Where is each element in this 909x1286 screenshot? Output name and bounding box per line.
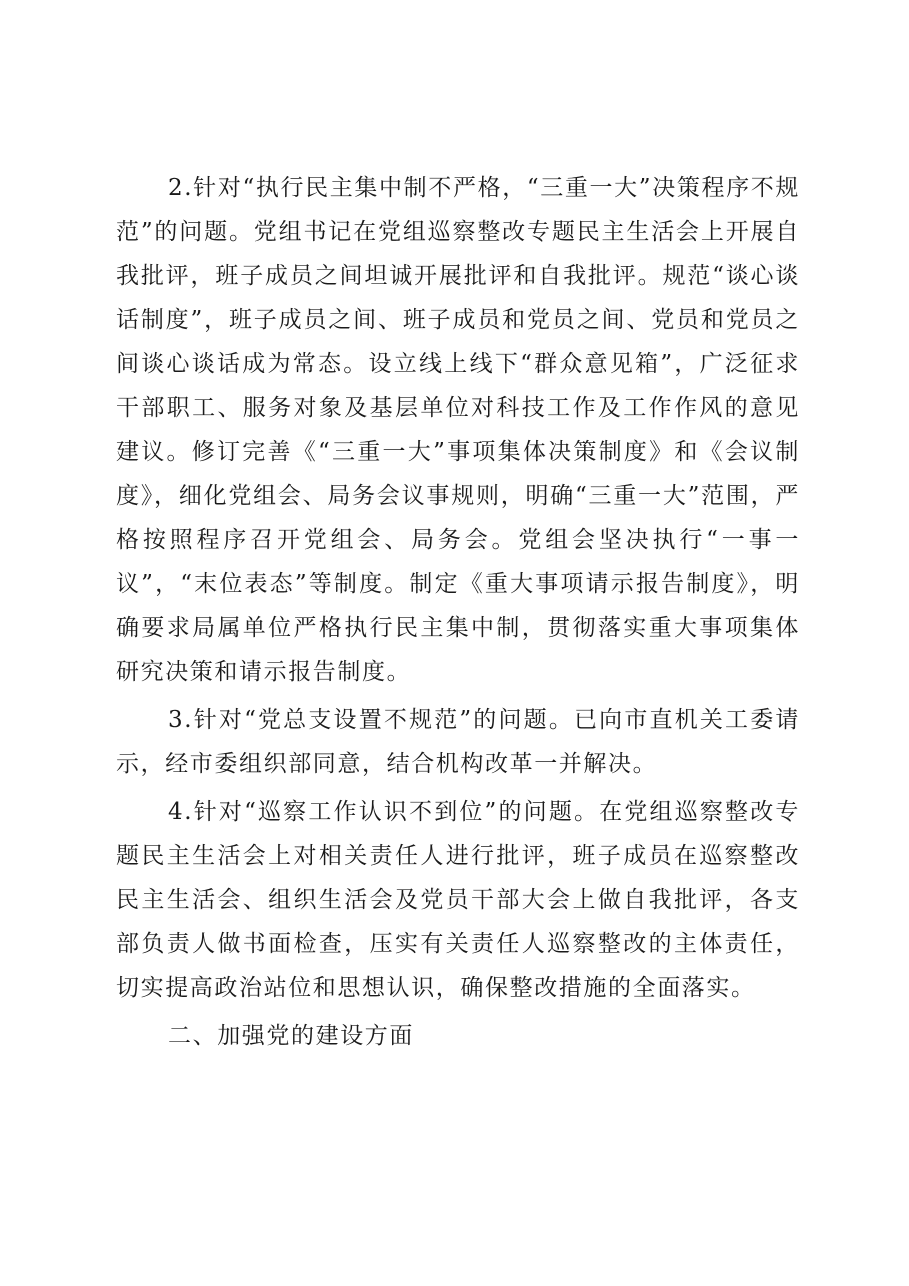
paragraph-item-4: 4.针对“巡察工作认识不到位”的问题。在党组巡察整改专题民主生活会上对相关责任人进行批评，班子成员在巡察整改民主生活会、组织生活会及党员干部大会上做自我批评，各支部负责人做书面检查，压实有关责任人巡察整改的主体责任，切实提高政治站位和思想认识，确保整改措施的全面落实。 — [116, 799, 800, 1001]
paragraph-item-2: 2.针对“执行民主集中制不严格，“三重一大”决策程序不规范”的问题。党组书记在党组巡察整改专题民主生活会上开展自我批评，班子成员之间坦诚开展批评和自我批评。规范“谈心谈话制度”，班子成员之间、班子成员和党员之间、党员和党员之间谈心谈话成为常态。设立线上线下“群众意见箱”，广泛征求干部职工、服务对象及基层单位对科技工作及工作作风的意见建议。修订完善《“三重一大”事项集体决策制度》和《会议制度》，细化党组会、局务会议事规则，明确“三重一大”范围，严格按照程序召开党组会、局务会。党组会坚决执行“一事一议”，“末位表态”等制度。制定《重大事项请示报告制度》，明确要求局属单位严格执行民主集中制，贯彻落实重大事项集体研究决策和请示报告制度。 — [116, 175, 800, 685]
document-body — [116, 166, 800, 1058]
section-heading: 二、加强党的建设方面 — [168, 1023, 414, 1049]
paragraph-item-3: 3.针对“党总支设置不规范”的问题。已向市直机关工委请示，经市委组织部同意，结合机构改革一并解决。 — [116, 707, 800, 777]
